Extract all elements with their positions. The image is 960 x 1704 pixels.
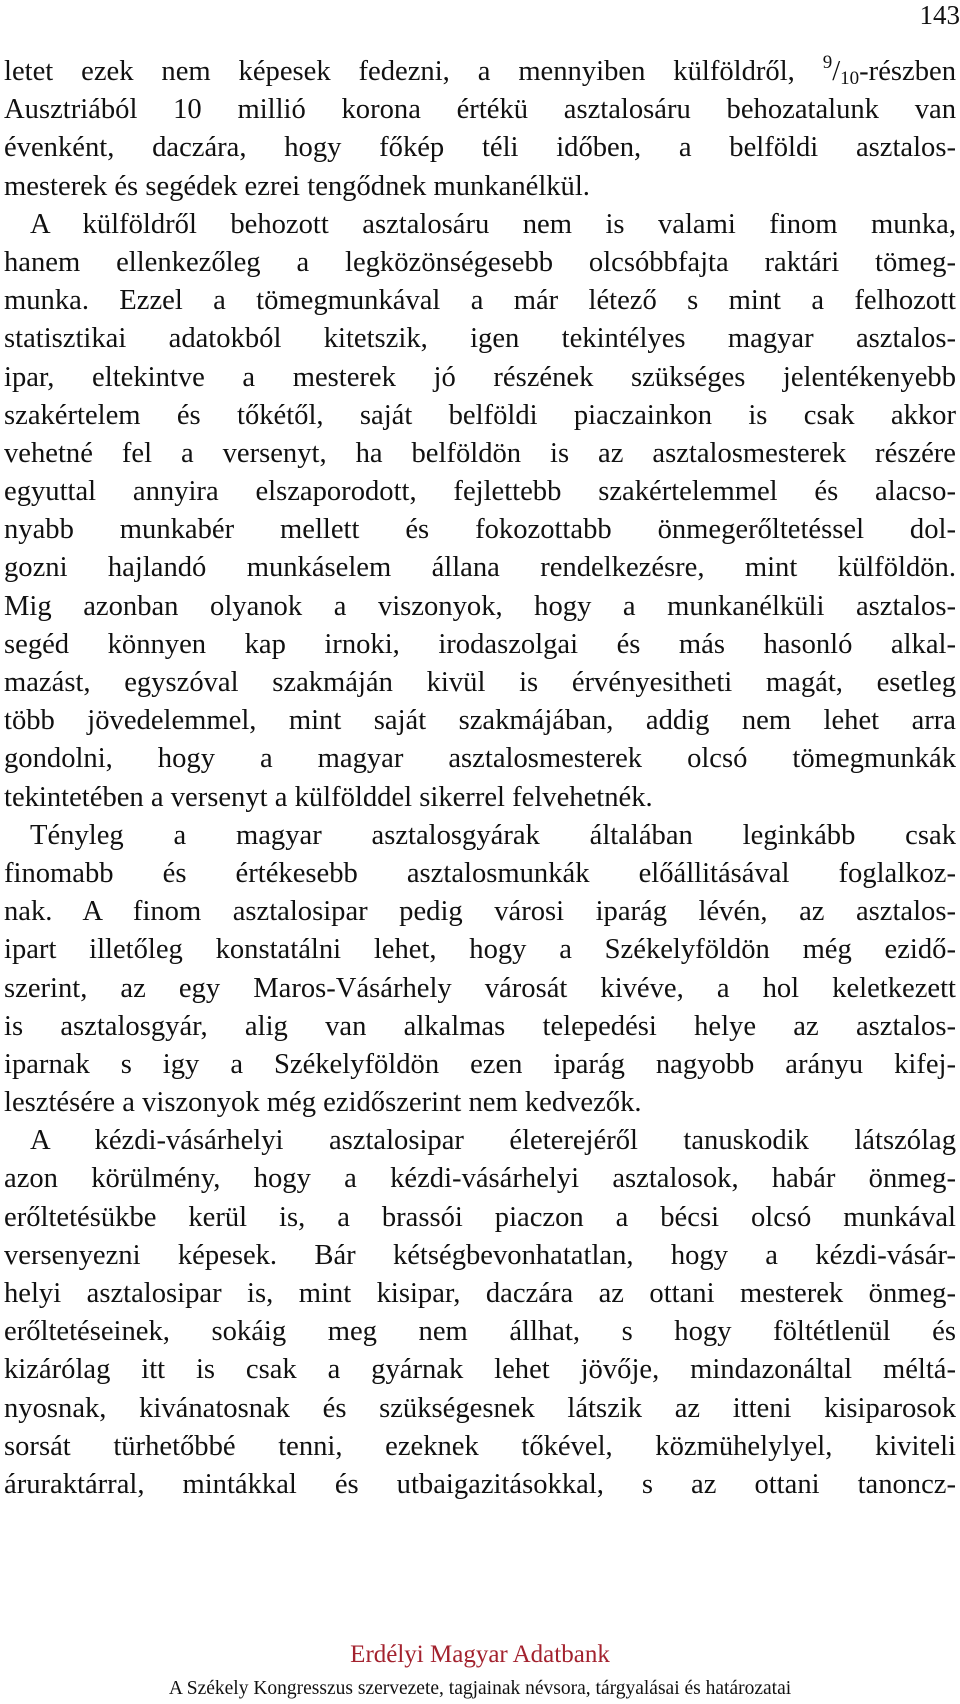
text-line: ipart illetőleg konstatálni lehet, hogy a Székelyföldön még ezidő-	[4, 934, 956, 966]
text-line: lesztésére a viszonyok még ezidőszerint nem kedvezők.	[4, 1087, 642, 1119]
text-line: mesterek és segédek ezrei tengődnek munkanélkül.	[4, 170, 590, 202]
text-line: tekintetében a versenyt a külfölddel sikerrel felvehetnék.	[4, 781, 653, 813]
footer-title: Erdélyi Magyar Adatbank	[350, 1641, 610, 1668]
text-line: versenyezni képesek. Bár kétségbevonhatatlan, hogy a kézdi-vásár-	[4, 1239, 956, 1271]
text-line: áruraktárral, mintákkal és utbaigazitásokkal, s az ottani tanoncz-	[4, 1468, 956, 1500]
text-line: azon körülmény, hogy a kézdi-vásárhelyi asztalosok, habár önmeg-	[4, 1163, 956, 1195]
text-line: több jövedelemmel, mint saját szakmájában, addig nem lehet arra	[4, 705, 956, 737]
text-line: is asztalosgyár, alig van alkalmas telepedési helye az asztalos-	[4, 1010, 956, 1042]
text-line-end: -részben	[859, 56, 956, 87]
text-line: gozni hajlandó munkáselem állana rendelkezésre, mint külföldön.	[4, 552, 956, 584]
text-line: hanem ellenkezőleg a legközönségesebb olcsóbbfajta raktári tömeg-	[4, 246, 956, 278]
text-line: erőltetésükbe kerül is, a brassói piaczon a bécsi olcsó munkával	[4, 1201, 956, 1233]
text-line: segéd könnyen kap irnoki, irodaszolgai és más hasonló alkal-	[4, 628, 956, 660]
text-line	[4, 53, 956, 91]
text-line: nyabb munkabér mellett és fokozottabb önmegerőltetéssel dol-	[4, 514, 956, 546]
text-line: finomabb és értékesebb asztalosmunkák előállitásával foglalkoz-	[4, 857, 956, 889]
text-line: Ausztriából 10 millió korona értékü asztalosáru behozatalunk van	[4, 94, 956, 126]
text-line: Mig azonban olyanok a viszonyok, hogy a munkanélküli asztalos-	[4, 590, 956, 622]
fraction-numerator: 9	[822, 53, 833, 73]
text-line: nak. A finom asztalosipar pedig városi iparág lévén, az asztalos-	[4, 896, 956, 928]
page-number: 143	[919, 0, 960, 30]
text-line-start: letet ezek nem képesek fedezni, a mennyiben külföldről,	[4, 56, 795, 87]
text-line: kizárólag itt is csak a gyárnak lehet jövője, mindazonáltal méltá-	[4, 1354, 956, 1386]
text-line: helyi asztalosipar is, mint kisipar, daczára az ottani mesterek önmeg-	[4, 1278, 956, 1309]
body-text	[4, 53, 956, 1504]
text-line: gondolni, hogy a magyar asztalosmesterek olcsó tömegmunkák	[4, 743, 956, 775]
text-line: statisztikai adatokból kitetszik, igen tekintélyes magyar asztalos-	[4, 323, 956, 355]
footer-subtitle: A Székely Kongresszus szervezete, tagjainak névsora, tárgyalásai és határozatai	[168, 1678, 792, 1699]
text-line: ipar, eltekintve a mesterek jó részének szükséges jelentékenyebb	[4, 361, 956, 393]
text-line: A kézdi-vásárhelyi asztalosipar életerejéről tanuskodik látszólag	[30, 1125, 956, 1157]
text-line: mazást, egyszóval szakmáján kivül is érvényesitheti magát, esetleg	[4, 667, 956, 698]
text-line: egyuttal annyira elszaporodott, fejlettebb szakértelemmel és alacso-	[4, 476, 956, 508]
text-line: iparnak s igy a Székelyföldön ezen iparág nagyobb arányu kifej-	[4, 1048, 956, 1080]
text-line: vehetné fel a versenyt, ha belföldön is az asztalosmesterek részére	[4, 437, 956, 469]
text-line: sorsát türhetőbbé tenni, ezeknek tőkével, közmühelylyel, kiviteli	[4, 1430, 956, 1462]
text-line: erőltetéseinek, sokáig meg nem állhat, s hogy föltétlenül és	[4, 1316, 956, 1348]
text-line: szerint, az egy Maros-Vásárhely városát kivéve, a hol keletkezett	[4, 972, 956, 1004]
text-line: munka. Ezzel a tömegmunkával a már létező s mint a felhozott	[4, 285, 956, 317]
text-line: A külföldről behozott asztalosáru nem is valami finom munka,	[30, 208, 956, 240]
fraction-denominator: 10	[840, 68, 860, 89]
text-line: Tényleg a magyar asztalosgyárak általában leginkább csak	[30, 819, 956, 851]
text-line: szakértelem és tőkétől, saját belföldi piaczainkon is csak akkor	[4, 399, 956, 431]
text-line: évenként, daczára, hogy főkép téli időben, a belföldi asztalos-	[4, 132, 956, 164]
text-line: nyosnak, kivánatosnak és szükségesnek látszik az itteni kisiparosok	[4, 1392, 956, 1424]
fraction-slash: /	[832, 56, 841, 87]
